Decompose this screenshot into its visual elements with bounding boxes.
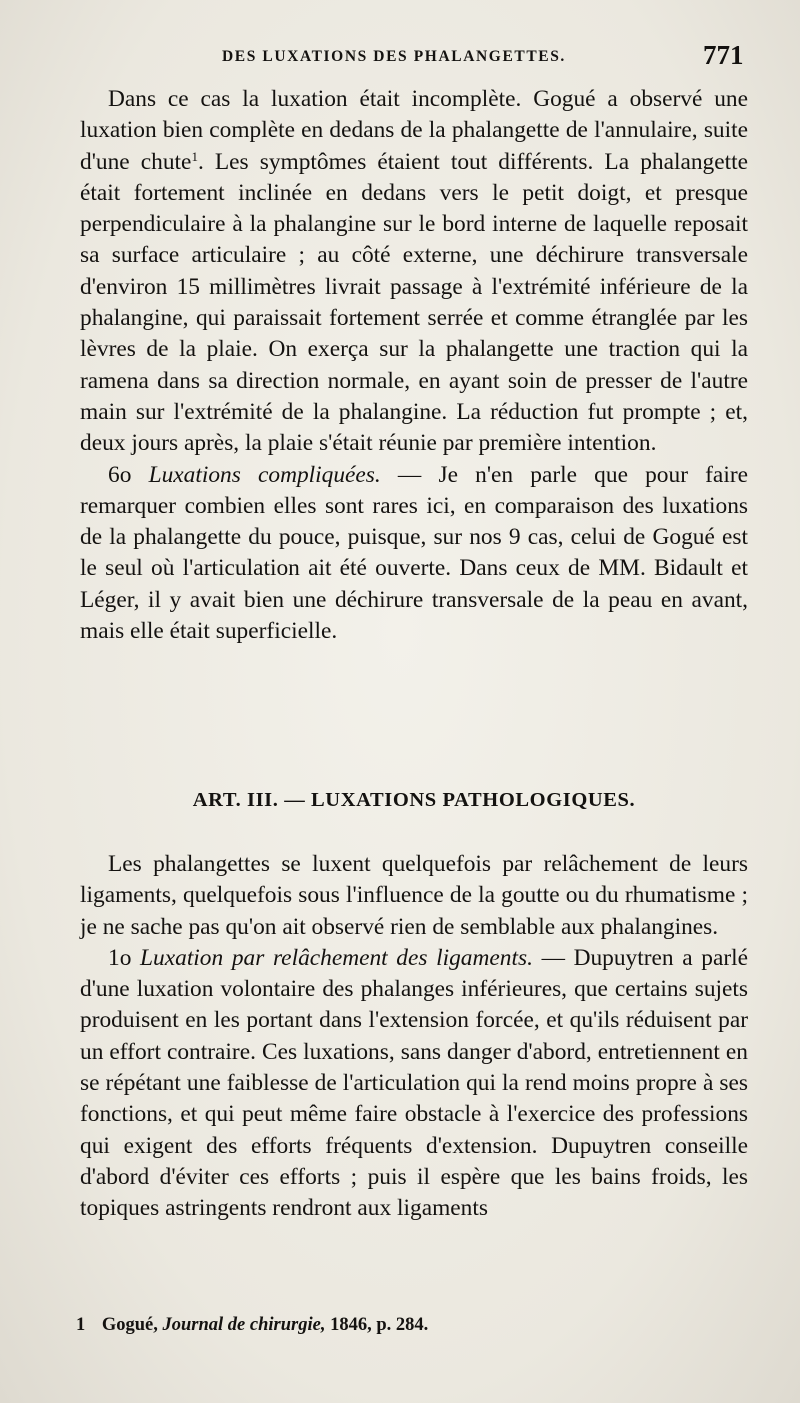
footnote-citation: 1846, p. 284. [330,1315,429,1335]
text-block-lower [80,849,748,1225]
section-heading: ART. III. — LUXATIONS PATHOLOGIQUES. [192,789,636,811]
paragraph-complicated-luxations [80,460,748,648]
paragraph-number: 1o [108,944,132,971]
footnote-number: 1 [76,1315,86,1335]
paragraph-text: — Dupuytren a parlé d'une luxation volontaire des phalanges inférieures, que certains sujets produisent en les portant dans l'extension forcée, et qu'ils réduisent par un effort contraire. Ces luxations, sans danger d'abord, entretiennent en se répétant une faiblesse de l'articulation qui la rend moins propre à ses fonctions, et qui peut même faire obstacle à l'exercice des professions qui exigent des efforts fréquents d'extension. Dupuytren conseille d'abord d'éviter ces efforts ; puis il espère que les bains froids, les topiques astringents rendront aux ligaments [80,944,749,1222]
footnote-journal: Journal de chirurgie, [162,1315,326,1335]
paragraph-ligament-relaxation [80,943,748,1225]
paragraph-text-continued: . Les symptômes étaient tout différents. La phalangette était fortement inclinée en dedans vers le petit doigt, et presque perpendiculaire à la phalangine sur le bord interne de laquelle reposait sa surface articulaire ; au côté externe, une déchirure transversale d'environ 15 millimètres livrait passage à l'extrémité inférieure de la phalangine, qui paraissait fortement serrée et comme étranglée par les lèvres de la plaie. On exerça sur la phalangette une traction qui la ramena dans sa direction normale, en ayant soin de presser de l'autre main sur l'extrémité de la phalangine. La réduction fut prompte ; et, deux jours après, la plaie s'était réunie par première intention. [80,148,748,457]
paragraph-text: Dans ce cas la luxation était incomplète. Gogué a observé une luxation bien complète en dedans de la phalangette de l'annulaire, suite d'une chute [80,86,748,175]
footnote [76,1315,756,1336]
page-number: 771 [703,40,744,70]
page-header [0,38,800,78]
paragraph-title: Luxations compliquées. [148,461,381,488]
paragraph-number: 6o [108,461,132,488]
paragraph-gogue-observation [80,84,748,460]
footnote-reference: 1 [191,148,198,164]
paragraph-pathological-intro: Les phalangettes se luxent quelquefois par relâchement de leurs ligaments, quelquefois sous l'influence de la goutte ou du rhumatisme ; je ne sache pas qu'on ait observé rien de semblable aux phalangines. [80,851,748,940]
text-block-upper [80,84,748,647]
paragraph-text: — Je n'en parle que pour faire remarquer combien elles sont rares ici, en comparaison des luxations de la phalangette du pouce, puisque, sur nos 9 cas, celui de Gogué est le seul où l'articulation ait été ouverte. Dans ceux de MM. Bidault et Léger, il y avait bien une déchirure transversale de la peau en avant, mais elle était superficielle. [80,461,748,645]
running-title: DES LUXATIONS DES PHALANGETTES. [222,48,566,65]
footnote-author: Gogué, [101,1315,158,1335]
paragraph-title: Luxation par relâchement des ligaments. [140,944,533,971]
